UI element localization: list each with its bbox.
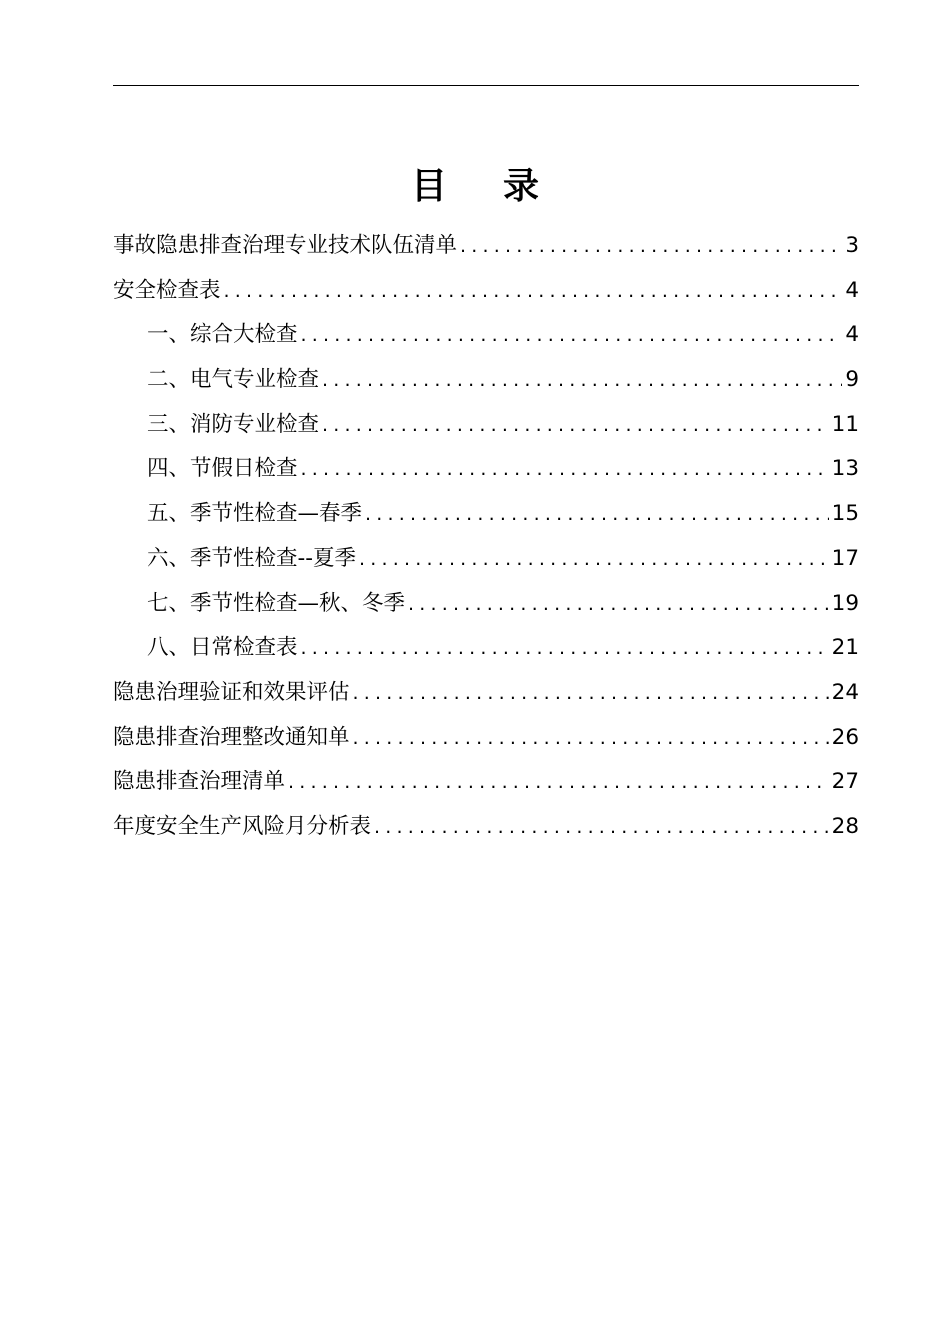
toc-dot-leader bbox=[353, 716, 829, 761]
toc-entry-label: 隐患治理验证和效果评估 bbox=[113, 679, 350, 705]
toc-entry-label: 隐患排查治理整改通知单 bbox=[113, 724, 350, 750]
toc-entry-page: 3 bbox=[845, 233, 859, 258]
toc-dot-leader bbox=[288, 760, 829, 805]
toc-title-char-2: 录 bbox=[503, 166, 540, 207]
toc-dot-leader bbox=[365, 492, 829, 537]
toc-dot-leader bbox=[353, 671, 829, 716]
toc-entry-page: 9 bbox=[845, 367, 859, 393]
toc-dot-leader bbox=[322, 358, 842, 403]
toc-entry[interactable] bbox=[113, 760, 859, 805]
toc-entry-label: 八、日常检查表 bbox=[147, 635, 298, 661]
toc-entry-label: 年度安全生产风险月分析表 bbox=[113, 813, 372, 839]
toc-entry-label: 四、节假日检查 bbox=[147, 456, 298, 482]
toc-entry[interactable] bbox=[113, 313, 859, 358]
toc-entry[interactable] bbox=[113, 358, 859, 403]
toc-entry[interactable] bbox=[113, 537, 859, 582]
toc-entry-page: 13 bbox=[831, 456, 859, 482]
toc-entry[interactable] bbox=[113, 492, 859, 537]
toc-entry-page: 21 bbox=[831, 635, 859, 661]
toc-entry-page: 17 bbox=[831, 545, 859, 571]
toc-dot-leader bbox=[460, 224, 842, 269]
toc-title bbox=[0, 160, 950, 214]
toc-entry-label: 隐患排查治理清单 bbox=[113, 769, 286, 795]
toc-entry[interactable] bbox=[113, 403, 859, 448]
toc-entry-label: 六、季节性检查--夏季 bbox=[147, 545, 357, 571]
toc-entry-label: 二、电气专业检查 bbox=[147, 367, 320, 393]
toc-entry[interactable] bbox=[113, 716, 859, 761]
toc-entry-label: 一、综合大检查 bbox=[147, 322, 298, 348]
toc-entry[interactable] bbox=[113, 447, 859, 492]
toc-dot-leader bbox=[224, 269, 843, 314]
toc-entry[interactable] bbox=[113, 224, 859, 269]
toc-entry-page: 27 bbox=[831, 769, 859, 795]
toc-dot-leader bbox=[374, 805, 829, 850]
toc-entry-label: 五、季节性检查—春季 bbox=[147, 501, 363, 527]
toc-entry-label: 事故隐患排查治理专业技术队伍清单 bbox=[113, 233, 458, 258]
toc-entry-label: 安全检查表 bbox=[113, 277, 221, 303]
toc-entry-page: 11 bbox=[831, 411, 859, 437]
toc-list bbox=[113, 224, 859, 850]
toc-dot-leader bbox=[408, 582, 829, 627]
toc-entry-label: 三、消防专业检查 bbox=[147, 411, 320, 437]
toc-entry[interactable] bbox=[113, 805, 859, 850]
toc-entry[interactable] bbox=[113, 626, 859, 671]
header-rule bbox=[113, 85, 859, 86]
toc-entry[interactable] bbox=[113, 582, 859, 627]
toc-entry-page: 4 bbox=[845, 277, 859, 303]
toc-entry-page: 26 bbox=[831, 724, 859, 750]
toc-entry-page: 4 bbox=[845, 322, 859, 348]
toc-dot-leader bbox=[322, 403, 829, 448]
toc-entry-label: 七、季节性检查—秋、冬季 bbox=[147, 590, 406, 616]
toc-entry[interactable] bbox=[113, 269, 859, 314]
toc-dot-leader bbox=[359, 537, 829, 582]
toc-entry-page: 24 bbox=[831, 679, 859, 705]
toc-dot-leader bbox=[301, 313, 843, 358]
toc-dot-leader bbox=[301, 626, 829, 671]
toc-title-char-1: 目 bbox=[410, 166, 447, 207]
toc-entry-page: 15 bbox=[831, 501, 859, 527]
toc-dot-leader bbox=[301, 447, 829, 492]
toc-entry-page: 28 bbox=[831, 813, 859, 839]
toc-entry[interactable] bbox=[113, 671, 859, 716]
toc-entry-page: 19 bbox=[831, 590, 859, 616]
